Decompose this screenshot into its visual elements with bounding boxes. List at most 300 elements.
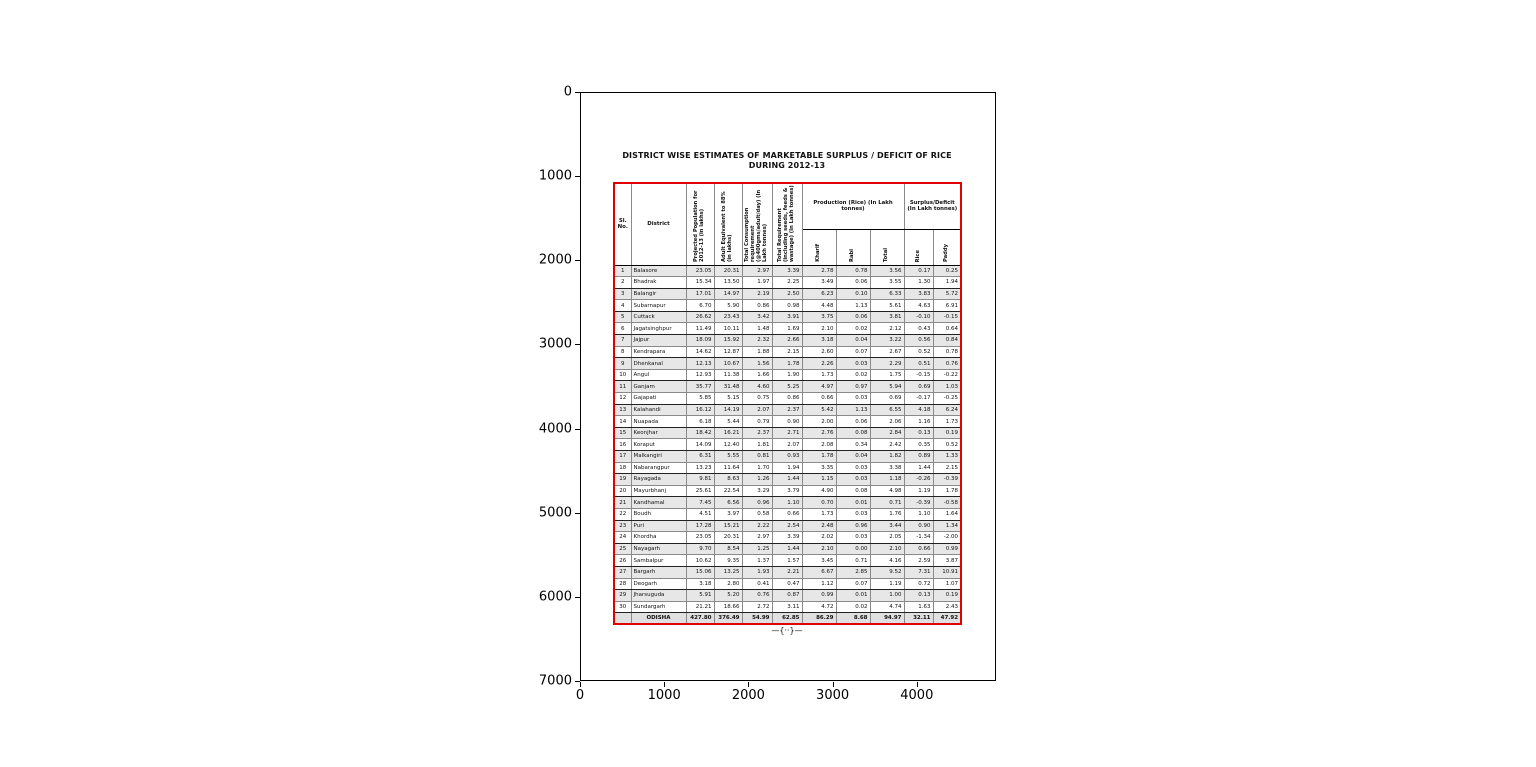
table-cell: 18: [614, 462, 631, 474]
x-tick-mark: [580, 682, 581, 687]
table-cell: 0.47: [772, 578, 802, 590]
table-cell: 12: [614, 393, 631, 405]
table-cell: 0.81: [742, 451, 772, 463]
table-cell: 31.48: [714, 381, 742, 393]
table-cell: Koraput: [631, 439, 686, 451]
table-body: [614, 265, 961, 624]
table-cell: 2.08: [802, 439, 836, 451]
table-cell: 8: [614, 346, 631, 358]
table-cell: 12.13: [686, 358, 714, 370]
table-cell: 2.60: [802, 346, 836, 358]
table-cell: Dhenkanal: [631, 358, 686, 370]
table-cell: 13: [614, 404, 631, 416]
table-cell: 0.07: [836, 578, 870, 590]
table-cell: 0.03: [836, 474, 870, 486]
table-cell: Deogarh: [631, 578, 686, 590]
table-cell: 3.39: [772, 532, 802, 544]
table-cell: 35.77: [686, 381, 714, 393]
table-row: [614, 532, 961, 544]
table-row: [614, 358, 961, 370]
table-cell: 16.12: [686, 404, 714, 416]
table-cell: 1.33: [933, 451, 961, 463]
table-row: [614, 520, 961, 532]
table-cell: 5.44: [714, 416, 742, 428]
table-cell: 32.11: [904, 613, 933, 625]
table-cell: 2.15: [933, 462, 961, 474]
table-cell: 1.12: [802, 578, 836, 590]
page-footer-mark: —{··}—: [771, 626, 803, 635]
table-row: [614, 590, 961, 602]
table-cell: 1.18: [870, 474, 904, 486]
table-cell: 14: [614, 416, 631, 428]
table-cell: 0.02: [836, 369, 870, 381]
table-cell: 0.13: [904, 590, 933, 602]
table-cell: 1.15: [802, 474, 836, 486]
table-row: [614, 451, 961, 463]
rice-surplus-deficit-table: [613, 182, 962, 625]
table-cell: -0.10: [904, 311, 933, 323]
y-tick-mark: [575, 176, 580, 177]
table-cell: Kandhamal: [631, 497, 686, 509]
table-cell: 0.71: [870, 497, 904, 509]
table-cell: 2.06: [870, 416, 904, 428]
table-cell: 0.78: [933, 346, 961, 358]
document-title-line1: DISTRICT WISE ESTIMATES OF MARKETABLE SURPLUS / DEFICIT OF RICE: [622, 151, 952, 160]
y-tick-label: 0: [563, 84, 572, 100]
table-cell: 3.29: [742, 485, 772, 497]
table-cell: 26: [614, 555, 631, 567]
table-cell: 29: [614, 590, 631, 602]
table-cell: 0.52: [904, 346, 933, 358]
table-row: [614, 404, 961, 416]
table-cell: 3.42: [742, 311, 772, 323]
table-cell: 17.28: [686, 520, 714, 532]
table-cell: 3.79: [772, 485, 802, 497]
y-tick-label: 2000: [538, 252, 572, 268]
table-cell: 2.71: [772, 427, 802, 439]
table-cell: 5.55: [714, 451, 742, 463]
table-cell: 5: [614, 311, 631, 323]
table-cell: 0.98: [772, 300, 802, 312]
table-cell: 23.05: [686, 532, 714, 544]
table-cell: 5.72: [933, 288, 961, 300]
table-row: [614, 462, 961, 474]
table-cell: 1.48: [742, 323, 772, 335]
col-header-sl-no: Sl. No.: [614, 183, 631, 265]
table-cell: 11: [614, 381, 631, 393]
y-tick-mark: [575, 513, 580, 514]
table-cell: ODISHA: [631, 613, 686, 625]
table-row: [614, 497, 961, 509]
table-cell: Nuapada: [631, 416, 686, 428]
table-cell: 1.94: [933, 277, 961, 289]
table-cell: 0.35: [904, 439, 933, 451]
table-cell: -0.17: [904, 393, 933, 405]
document-title-line2: DURING 2012-13: [748, 161, 826, 170]
table-cell: 25.61: [686, 485, 714, 497]
table-cell: 0.34: [836, 439, 870, 451]
table-cell: 6.91: [933, 300, 961, 312]
table-cell: 3.35: [802, 462, 836, 474]
table-cell: 14.62: [686, 346, 714, 358]
table-cell: 2.48: [802, 520, 836, 532]
table-cell: 1.34: [933, 520, 961, 532]
table-cell: 1.19: [870, 578, 904, 590]
table-cell: 6.24: [933, 404, 961, 416]
table-cell: 6.23: [802, 288, 836, 300]
table-row: [614, 381, 961, 393]
table-cell: 11.49: [686, 323, 714, 335]
table-cell: 0.71: [836, 555, 870, 567]
table-cell: 2.42: [870, 439, 904, 451]
table-cell: 2.10: [870, 543, 904, 555]
table-cell: 0.66: [904, 543, 933, 555]
table-cell: 0.06: [836, 311, 870, 323]
col-header-paddy: Paddy: [933, 229, 961, 265]
col-header-adult-equivalent: Adult Equivalent to 88% (in lakhs): [714, 183, 742, 265]
table-cell: 1.13: [836, 404, 870, 416]
table-cell: 0.70: [802, 497, 836, 509]
table-cell: 2.84: [870, 427, 904, 439]
table-cell: 1.78: [772, 358, 802, 370]
table-cell: 3.38: [870, 462, 904, 474]
y-tick-label: 4000: [538, 421, 572, 437]
table-cell: 2.59: [904, 555, 933, 567]
table-cell: 22: [614, 508, 631, 520]
table-cell: 9.70: [686, 543, 714, 555]
table-row: [614, 288, 961, 300]
col-header-total-consumption: Total Consumption requirement (@400gms/adult/day) (In Lakh tonnes): [742, 183, 772, 265]
table-cell: 23: [614, 520, 631, 532]
table-cell: 0.56: [904, 335, 933, 347]
x-tick-mark: [664, 682, 665, 687]
table-cell: Ganjam: [631, 381, 686, 393]
table-cell: 2.02: [802, 532, 836, 544]
table-cell: 13.23: [686, 462, 714, 474]
col-header-rabi: Rabi: [836, 229, 870, 265]
table-cell: 0.86: [742, 300, 772, 312]
table-cell: 6: [614, 323, 631, 335]
table-cell: 1.63: [904, 601, 933, 613]
table-cell: 26.62: [686, 311, 714, 323]
table-cell: 1.78: [802, 451, 836, 463]
table-cell: 0.10: [836, 288, 870, 300]
table-cell: -0.26: [904, 474, 933, 486]
table-cell: 5.25: [772, 381, 802, 393]
table-cell: 3.81: [870, 311, 904, 323]
table-cell: Keonjhar: [631, 427, 686, 439]
col-header-rice: Rice: [904, 229, 933, 265]
table-cell: Balangir: [631, 288, 686, 300]
table-cell: 2.37: [742, 427, 772, 439]
table-cell: 0.58: [742, 508, 772, 520]
table-cell: 18.66: [714, 601, 742, 613]
table-cell: -0.15: [933, 311, 961, 323]
table-cell: 13.25: [714, 566, 742, 578]
table-cell: 0.06: [836, 416, 870, 428]
table-row: [614, 335, 961, 347]
table-cell: 1.76: [870, 508, 904, 520]
table-cell: 6.55: [870, 404, 904, 416]
table-cell: 0.01: [836, 590, 870, 602]
table-cell: 2.76: [802, 427, 836, 439]
col-header-projected-population: Projected Population for 2012-13 (in lakhs): [686, 183, 714, 265]
table-cell: 10: [614, 369, 631, 381]
table-cell: 0.69: [870, 393, 904, 405]
table-row: [614, 474, 961, 486]
table-cell: 2.26: [802, 358, 836, 370]
table-cell: 0.19: [933, 427, 961, 439]
document-title: [600, 151, 974, 171]
table-cell: 0.75: [742, 393, 772, 405]
table-cell: 0.02: [836, 323, 870, 335]
table-cell: 2.97: [742, 532, 772, 544]
x-tick-label: 1000: [647, 688, 681, 703]
table-cell: 2.97: [742, 265, 772, 277]
table-cell: 5.42: [802, 404, 836, 416]
table-cell: 1.44: [772, 543, 802, 555]
table-cell: Bhadrak: [631, 277, 686, 289]
table-cell: 1.30: [904, 277, 933, 289]
table-cell: 2.85: [836, 566, 870, 578]
col-header-district: District: [631, 183, 686, 265]
table-cell: 0.08: [836, 485, 870, 497]
table-cell: Balasore: [631, 265, 686, 277]
table-cell: -0.22: [933, 369, 961, 381]
x-tick-label: 4000: [900, 688, 934, 703]
table-row: [614, 346, 961, 358]
table-cell: 21: [614, 497, 631, 509]
table-cell: 2.37: [772, 404, 802, 416]
x-tick-label: 3000: [816, 688, 850, 703]
col-header-total: Total: [870, 229, 904, 265]
table-cell: 2.22: [742, 520, 772, 532]
col-header-total-requirement: Total Requirement (including seeds, feeds & wastage) (In Lakh tonnes): [772, 183, 802, 265]
table-row: [614, 369, 961, 381]
table-cell: 4.60: [742, 381, 772, 393]
table-cell: 12.87: [714, 346, 742, 358]
table-cell: 28: [614, 578, 631, 590]
table-cell: 2.66: [772, 335, 802, 347]
table-cell: 13.50: [714, 277, 742, 289]
x-tick-mark: [917, 682, 918, 687]
y-tick-mark: [575, 92, 580, 93]
table-cell: 3.83: [904, 288, 933, 300]
table-cell: Gajapati: [631, 393, 686, 405]
table-cell: Subarnapur: [631, 300, 686, 312]
table-cell: 2.50: [772, 288, 802, 300]
table-cell: Khordha: [631, 532, 686, 544]
table-cell: 0.93: [772, 451, 802, 463]
table-cell: 6.67: [802, 566, 836, 578]
table-cell: 1.10: [772, 497, 802, 509]
table-cell: 3.22: [870, 335, 904, 347]
table-cell: 16.21: [714, 427, 742, 439]
table-cell: 1.00: [870, 590, 904, 602]
table-cell: 0.17: [904, 265, 933, 277]
table-cell: 0.25: [933, 265, 961, 277]
table-cell: 10.67: [714, 358, 742, 370]
table-cell: 0.02: [836, 601, 870, 613]
table-cell: 62.85: [772, 613, 802, 625]
table-cell: 2.15: [772, 346, 802, 358]
y-tick-label: 1000: [538, 168, 572, 184]
table-cell: -1.34: [904, 532, 933, 544]
table-cell: 15.92: [714, 335, 742, 347]
table-cell: 0.84: [933, 335, 961, 347]
table-row: [614, 427, 961, 439]
table-cell: 2.43: [933, 601, 961, 613]
table-cell: 4.51: [686, 508, 714, 520]
table-cell: Jharsuguda: [631, 590, 686, 602]
table-cell: 0.66: [772, 508, 802, 520]
table-row: [614, 323, 961, 335]
table-row: [614, 601, 961, 613]
table-cell: 1.81: [742, 439, 772, 451]
table-cell: 14.97: [714, 288, 742, 300]
table-row: [614, 311, 961, 323]
table-cell: 1.57: [772, 555, 802, 567]
table-cell: 1.19: [904, 485, 933, 497]
table-cell: Jajpur: [631, 335, 686, 347]
table-cell: 9.52: [870, 566, 904, 578]
table-cell: 2.07: [742, 404, 772, 416]
table-cell: 15.21: [714, 520, 742, 532]
table-cell: 1.70: [742, 462, 772, 474]
table-cell: 17: [614, 451, 631, 463]
y-tick-label: 5000: [538, 505, 572, 521]
table-cell: -0.39: [933, 474, 961, 486]
table-cell: Cuttack: [631, 311, 686, 323]
table-cell: 3.87: [933, 555, 961, 567]
table-cell: 9: [614, 358, 631, 370]
table-cell: 0.79: [742, 416, 772, 428]
x-tick-label: 2000: [731, 688, 765, 703]
table-cell: 0.04: [836, 335, 870, 347]
y-tick-label: 3000: [538, 336, 572, 352]
table-cell: 1.56: [742, 358, 772, 370]
table-cell: 1.03: [933, 381, 961, 393]
table-cell: -0.58: [933, 497, 961, 509]
table-row: [614, 393, 961, 405]
table-cell: 0.64: [933, 323, 961, 335]
table-cell: 2.19: [742, 288, 772, 300]
table-total-row: [614, 613, 961, 625]
table-cell: 5.94: [870, 381, 904, 393]
table-cell: 5.91: [686, 590, 714, 602]
table-cell: 1.64: [933, 508, 961, 520]
table-cell: 1.16: [904, 416, 933, 428]
group-header-production: Production (Rice) (In Lakh tonnes): [802, 183, 904, 229]
table-row: [614, 439, 961, 451]
table-row: [614, 485, 961, 497]
table-cell: 0.96: [836, 520, 870, 532]
table-cell: 6.56: [714, 497, 742, 509]
table-cell: 3.49: [802, 277, 836, 289]
table-cell: 0.78: [836, 265, 870, 277]
table-cell: 3.39: [772, 265, 802, 277]
table-cell: 54.99: [742, 613, 772, 625]
table-cell: 7.45: [686, 497, 714, 509]
table-cell: 24: [614, 532, 631, 544]
table-cell: 47.92: [933, 613, 961, 625]
table-cell: 2.67: [870, 346, 904, 358]
table-cell: 0.76: [742, 590, 772, 602]
table-cell: 0.97: [836, 381, 870, 393]
table-cell: 0.01: [836, 497, 870, 509]
table-cell: 8.54: [714, 543, 742, 555]
table-cell: 3.18: [686, 578, 714, 590]
table-cell: 1: [614, 265, 631, 277]
table-cell: 0.03: [836, 462, 870, 474]
table-cell: 15.34: [686, 277, 714, 289]
table-cell: 94.97: [870, 613, 904, 625]
table-cell: 86.29: [802, 613, 836, 625]
table-cell: 23.05: [686, 265, 714, 277]
table-cell: 1.73: [802, 508, 836, 520]
table-cell: 0.99: [933, 543, 961, 555]
table-cell: Mayurbhanj: [631, 485, 686, 497]
table-cell: 3.97: [714, 508, 742, 520]
table-cell: 19: [614, 474, 631, 486]
table-cell: Malkangiri: [631, 451, 686, 463]
table-cell: 20: [614, 485, 631, 497]
y-tick-mark: [575, 260, 580, 261]
table-cell: 8.63: [714, 474, 742, 486]
table-cell: 0.07: [836, 346, 870, 358]
table-cell: -0.25: [933, 393, 961, 405]
y-tick-label: 6000: [538, 589, 572, 605]
table-cell: 2.54: [772, 520, 802, 532]
table-cell: 0.03: [836, 508, 870, 520]
table-cell: 0.86: [772, 393, 802, 405]
table-cell: 0.43: [904, 323, 933, 335]
table-cell: Puri: [631, 520, 686, 532]
table-cell: 6.18: [686, 416, 714, 428]
table-cell: 1.10: [904, 508, 933, 520]
group-header-surplus-deficit: Surplus/Deficit (In Lakh tonnes): [904, 183, 961, 229]
table-cell: Nabarangpur: [631, 462, 686, 474]
table-cell: Bargarh: [631, 566, 686, 578]
table-cell: 1.97: [742, 277, 772, 289]
table-cell: 4.74: [870, 601, 904, 613]
table-cell: 20.31: [714, 265, 742, 277]
table-cell: 0.03: [836, 358, 870, 370]
table-cell: Kendrapara: [631, 346, 686, 358]
table-cell: -0.39: [904, 497, 933, 509]
table-cell: 3.18: [802, 335, 836, 347]
table-cell: 2.21: [772, 566, 802, 578]
table-cell: 1.78: [933, 485, 961, 497]
table-cell: 0.99: [802, 590, 836, 602]
table-cell: 0.51: [904, 358, 933, 370]
table-cell: 12.40: [714, 439, 742, 451]
table-cell: 4.16: [870, 555, 904, 567]
table-cell: 9.35: [714, 555, 742, 567]
table-cell: 1.25: [742, 543, 772, 555]
table-cell: 3.44: [870, 520, 904, 532]
table-cell: 2.80: [714, 578, 742, 590]
table-cell: 1.90: [772, 369, 802, 381]
table-cell: 2.00: [802, 416, 836, 428]
table-cell: 1.69: [772, 323, 802, 335]
table-cell: 0.76: [933, 358, 961, 370]
table-cell: 17.01: [686, 288, 714, 300]
table-cell: 22.54: [714, 485, 742, 497]
table-cell: 1.73: [802, 369, 836, 381]
table-cell: 0.52: [933, 439, 961, 451]
table-cell: 0.03: [836, 393, 870, 405]
